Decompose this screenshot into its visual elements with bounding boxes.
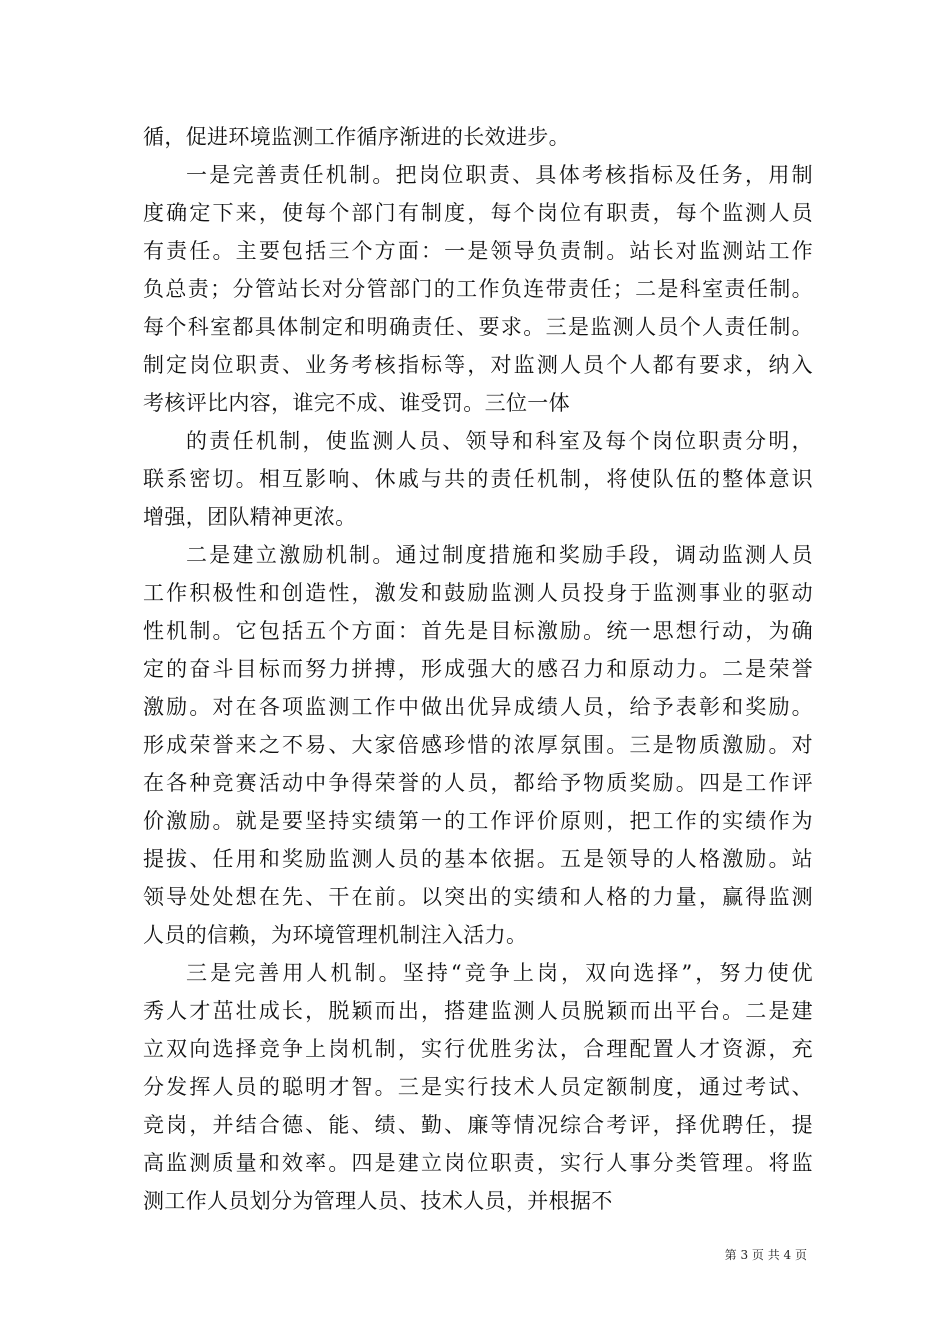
text-line: 竞岗，并结合德、能、绩、勤、廉等情况综合考评，择优聘任，提 <box>143 1113 813 1137</box>
text-line: 性机制。它包括五个方面：首先是目标激励。统一思想行动，为确 <box>143 619 813 643</box>
text-line: 工作积极性和创造性，激发和鼓励监测人员投身于监测事业的驱动 <box>143 581 813 605</box>
text-line: 一是完善责任机制。把岗位职责、具体考核指标及任务，用制 <box>186 163 813 187</box>
text-line: 循，促进环境监测工作循序渐进的长效进步。 <box>143 125 570 149</box>
text-line: 制定岗位职责、业务考核指标等，对监测人员个人都有要求，纳入 <box>143 353 813 377</box>
text-line: 立双向选择竞争上岗机制，实行优胜劣汰，合理配置人才资源，充 <box>143 1037 813 1061</box>
text-line: 定的奋斗目标而努力拼搏，形成强大的感召力和原动力。二是荣誉 <box>143 657 813 681</box>
text-line: 领导处处想在先、干在前。以突出的实绩和人格的力量，赢得监测 <box>143 885 813 909</box>
text-line: 考核评比内容，谁完不成、谁受罚。三位一体 <box>143 391 570 415</box>
text-line: 高监测质量和效率。四是建立岗位职责，实行人事分类管理。将监 <box>143 1151 813 1175</box>
text-line: 激励。对在各项监测工作中做出优异成绩人员，给予表彰和奖励。 <box>143 695 813 719</box>
text-line: 分发挥人员的聪明才智。三是实行技术人员定额制度，通过考试、 <box>143 1075 813 1099</box>
page-number: 第 3 页 共 4 页 <box>724 1248 807 1262</box>
text-line: 有责任。主要包括三个方面：一是领导负责制。站长对监测站工作 <box>143 239 813 263</box>
text-line: 人员的信赖，为环境管理机制注入活力。 <box>143 923 528 947</box>
text-line: 每个科室都具体制定和明确责任、要求。三是监测人员个人责任制。 <box>143 315 813 339</box>
body-text <box>143 118 813 1220</box>
text-line: 测工作人员划分为管理人员、技术人员，并根据不 <box>143 1189 613 1213</box>
text-line: 秀人才茁壮成长，脱颖而出，搭建监测人员脱颖而出平台。二是建 <box>143 999 813 1023</box>
text-line: 形成荣誉来之不易、大家倍感珍惜的浓厚氛围。三是物质激励。对 <box>143 733 813 757</box>
text-line: 的责任机制，使监测人员、领导和科室及每个岗位职责分明， <box>186 429 813 453</box>
text-line: 联系密切。相互影响、休戚与共的责任机制，将使队伍的整体意识 <box>143 467 813 491</box>
text-line: 二是建立激励机制。通过制度措施和奖励手段，调动监测人员 <box>186 543 813 567</box>
text-line: 价激励。就是要坚持实绩第一的工作评价原则，把工作的实绩作为 <box>143 809 813 833</box>
text-line: 负总责；分管站长对分管部门的工作负连带责任；二是科室责任制。 <box>143 277 813 301</box>
text-line: 提拔、任用和奖励监测人员的基本依据。五是领导的人格激励。站 <box>143 847 813 871</box>
text-line: 增强，团队精神更浓。 <box>143 505 357 529</box>
text-line: 度确定下来，使每个部门有制度，每个岗位有职责，每个监测人员 <box>143 201 813 225</box>
text-line: 在各种竞赛活动中争得荣誉的人员，都给予物质奖励。四是工作评 <box>143 771 813 795</box>
text-line: 三是完善用人机制。坚持“竞争上岗，双向选择”，努力使优 <box>186 961 813 985</box>
